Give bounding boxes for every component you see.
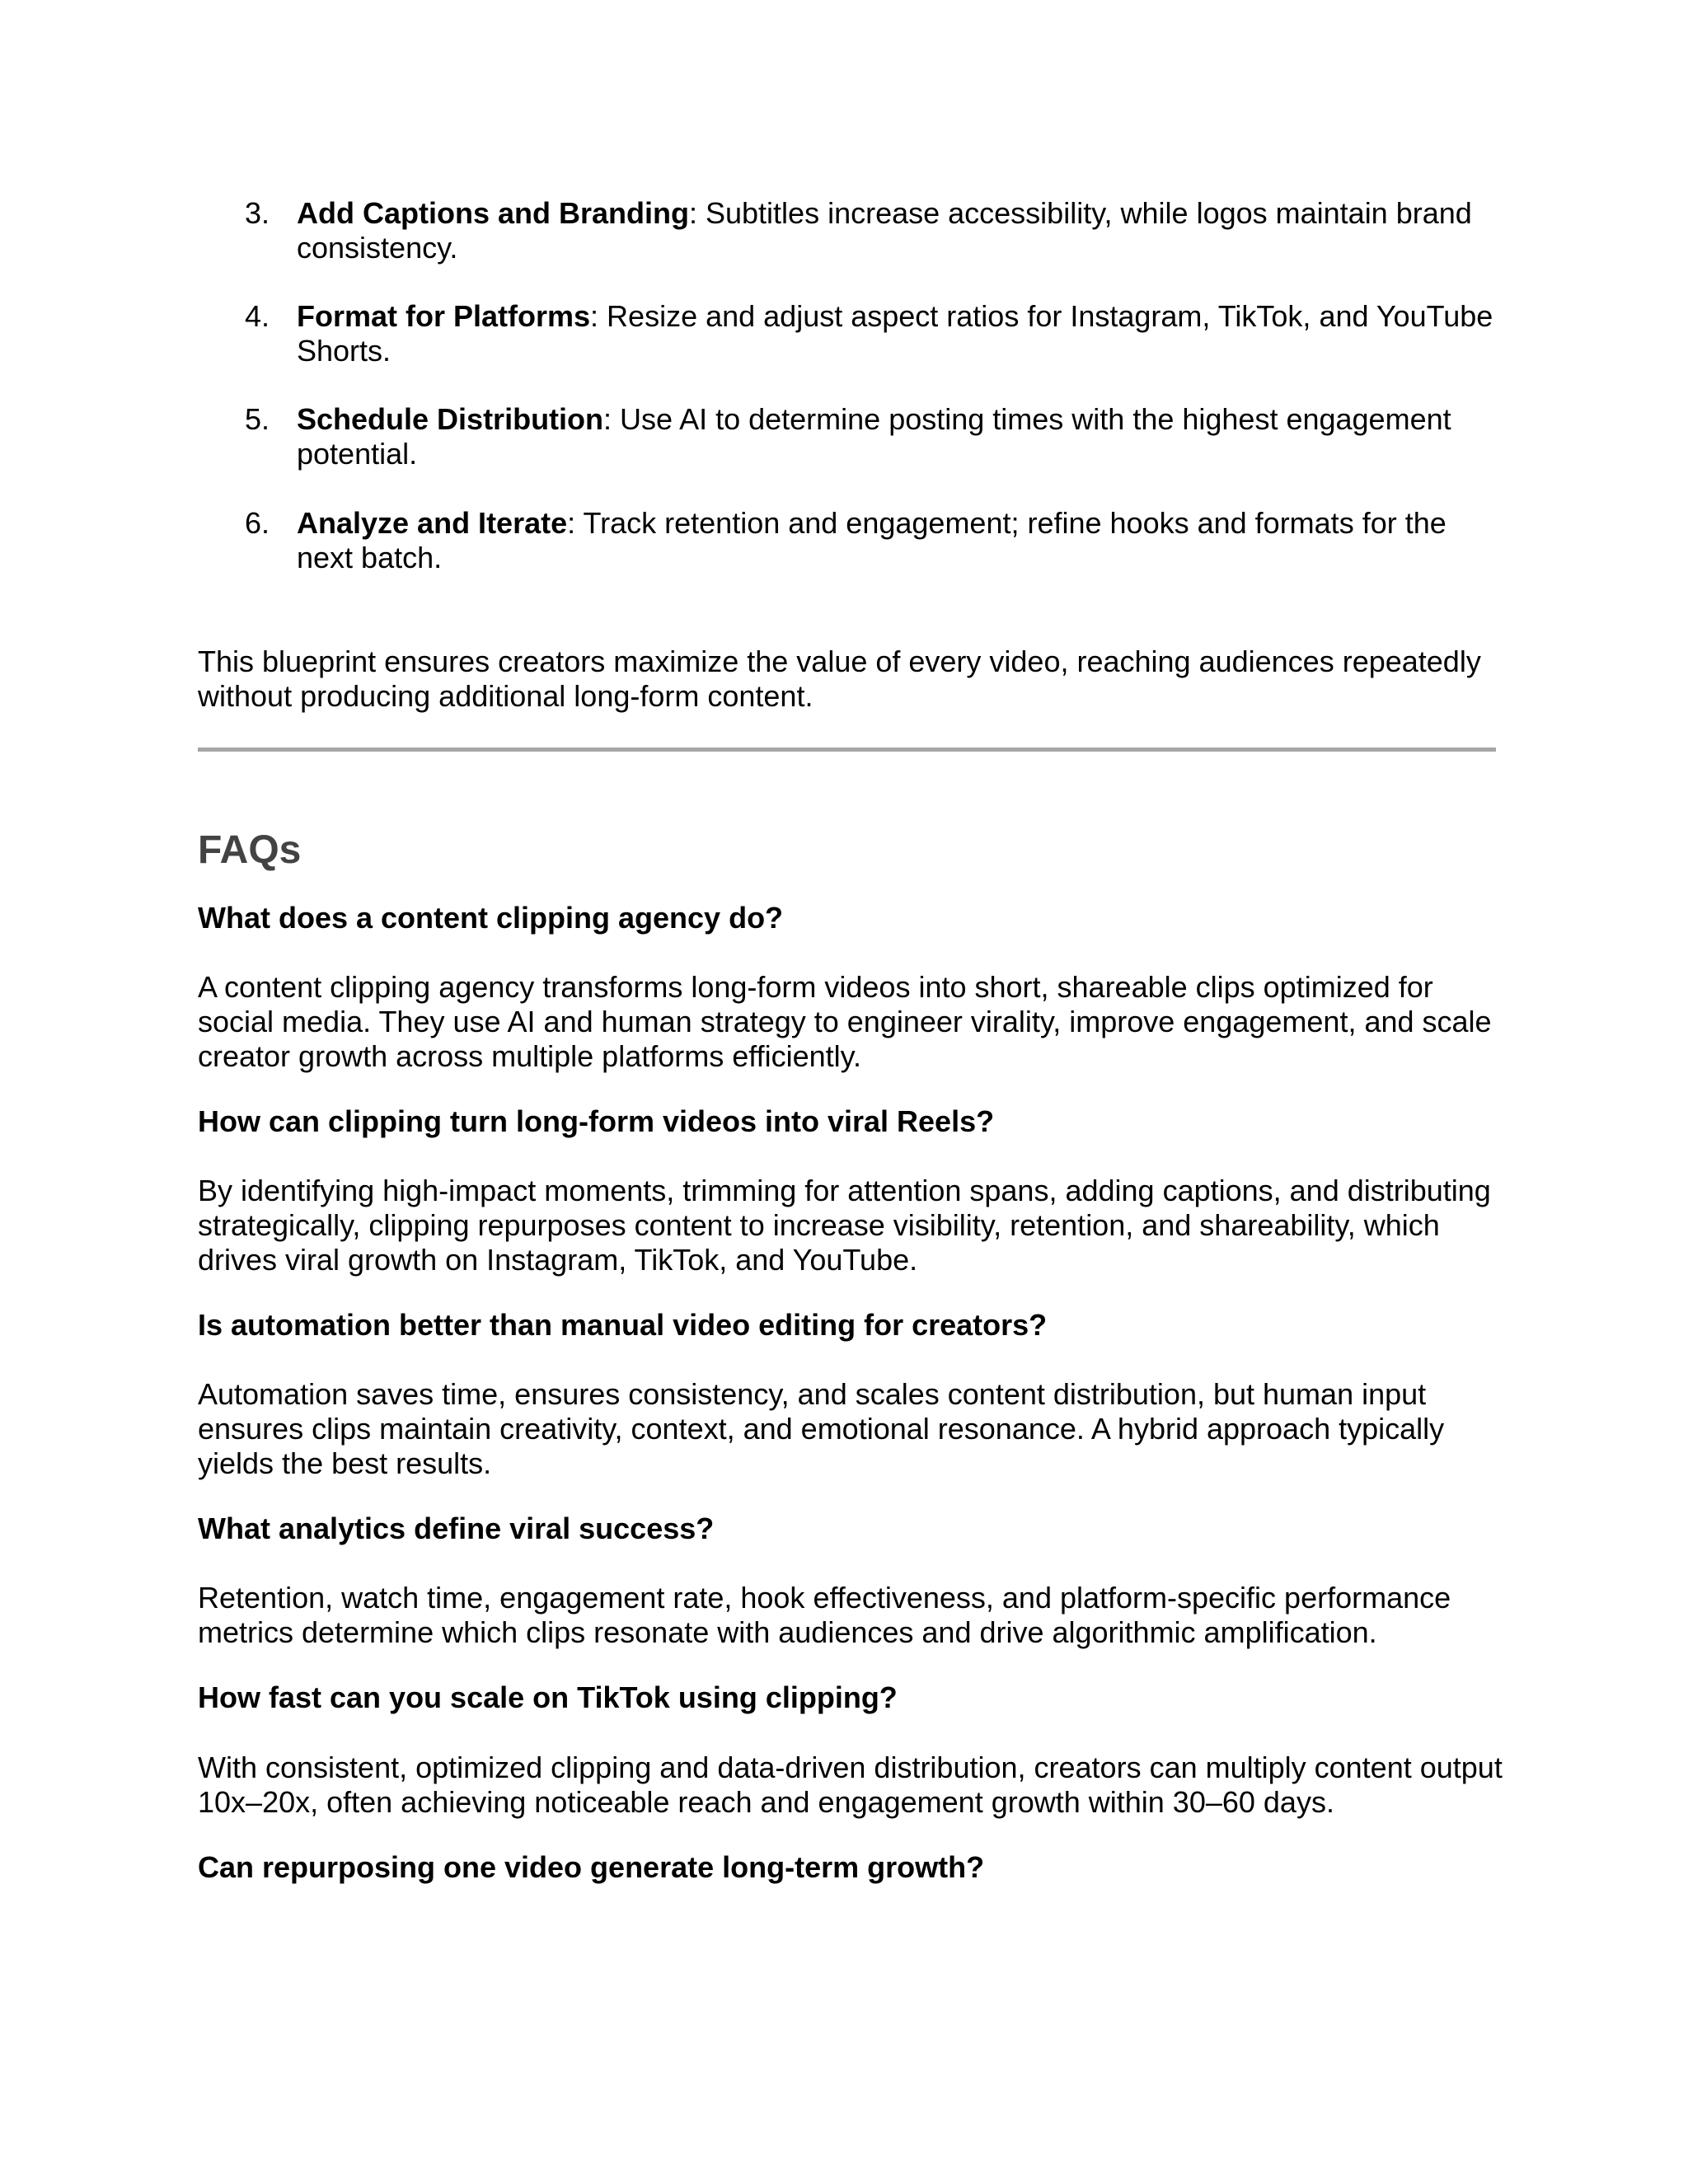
list-item-text: : Subtitles increase accessibility, while logos maintain brand consistency. — [297, 196, 1472, 265]
faq-answer: By identifying high-impact moments, trimming for attention spans, adding captions, and distributing strategically, clipping repurposes content to increase visibility, retention, and shareability, which drives viral growth on Instagram, TikTok, and YouTube. — [198, 1174, 1491, 1277]
conclusion-paragraph: This blueprint ensures creators maximize the value of every video, reaching audiences repeatedly without producing additional long-form content. — [198, 644, 1481, 713]
list-item-text: : Resize and adjust aspect ratios for Instagram, TikTok, and YouTube Shorts. — [297, 299, 1493, 368]
faq-question: What does a content clipping agency do? — [198, 901, 784, 935]
list-item-text: : Track retention and engagement; refine hooks and formats for the next batch. — [297, 506, 1447, 574]
list-item-title: Add Captions and Branding — [297, 196, 689, 230]
faq-question: How fast can you scale on TikTok using clipping? — [198, 1680, 898, 1714]
list-item-title: Format for Platforms — [297, 299, 591, 333]
list-item-body — [297, 196, 1508, 265]
faq-heading: FAQs — [198, 828, 302, 872]
faq-answer: Retention, watch time, engagement rate, hook effectiveness, and platform-specific performance metrics determine which clips resonate with audiences and drive algorithmic amplification. — [198, 1581, 1451, 1649]
faq-answer: With consistent, optimized clipping and data-driven distribution, creators can multiply content output 10x–20x, often achieving noticeable reach and engagement growth within 30–60 days. — [198, 1750, 1503, 1819]
faq-question: Is automation better than manual video editing for creators? — [198, 1308, 1048, 1342]
list-item-body — [297, 506, 1508, 575]
list-item-title: Schedule Distribution — [297, 402, 604, 436]
faq-question: How can clipping turn long-form videos into viral Reels? — [198, 1104, 995, 1138]
horizontal-divider — [198, 748, 1496, 752]
faq-question: What analytics define viral success? — [198, 1511, 715, 1545]
faq-answer: A content clipping agency transforms long-form videos into short, shareable clips optimized for social media. They use AI and human strategy to engineer virality, improve engagement, and scale creator growth across multiple platforms efficiently. — [198, 970, 1492, 1073]
list-item-number: 5. — [245, 402, 270, 436]
list-item-number: 4. — [245, 299, 270, 333]
faq-answer: Automation saves time, ensures consistency, and scales content distribution, but human input ensures clips maintain creativity, context, and emotional resonance. A hybrid approach typically yields the best results. — [198, 1377, 1445, 1480]
faq-question: Can repurposing one video generate long-term growth? — [198, 1850, 985, 1884]
list-item-title: Analyze and Iterate — [297, 506, 568, 540]
list-item-number: 6. — [245, 506, 270, 540]
list-item-body — [297, 299, 1508, 368]
list-item-body — [297, 402, 1508, 471]
list-item-number: 3. — [245, 196, 270, 230]
list-item-text: : Use AI to determine posting times with the highest engagement potential. — [297, 402, 1451, 471]
